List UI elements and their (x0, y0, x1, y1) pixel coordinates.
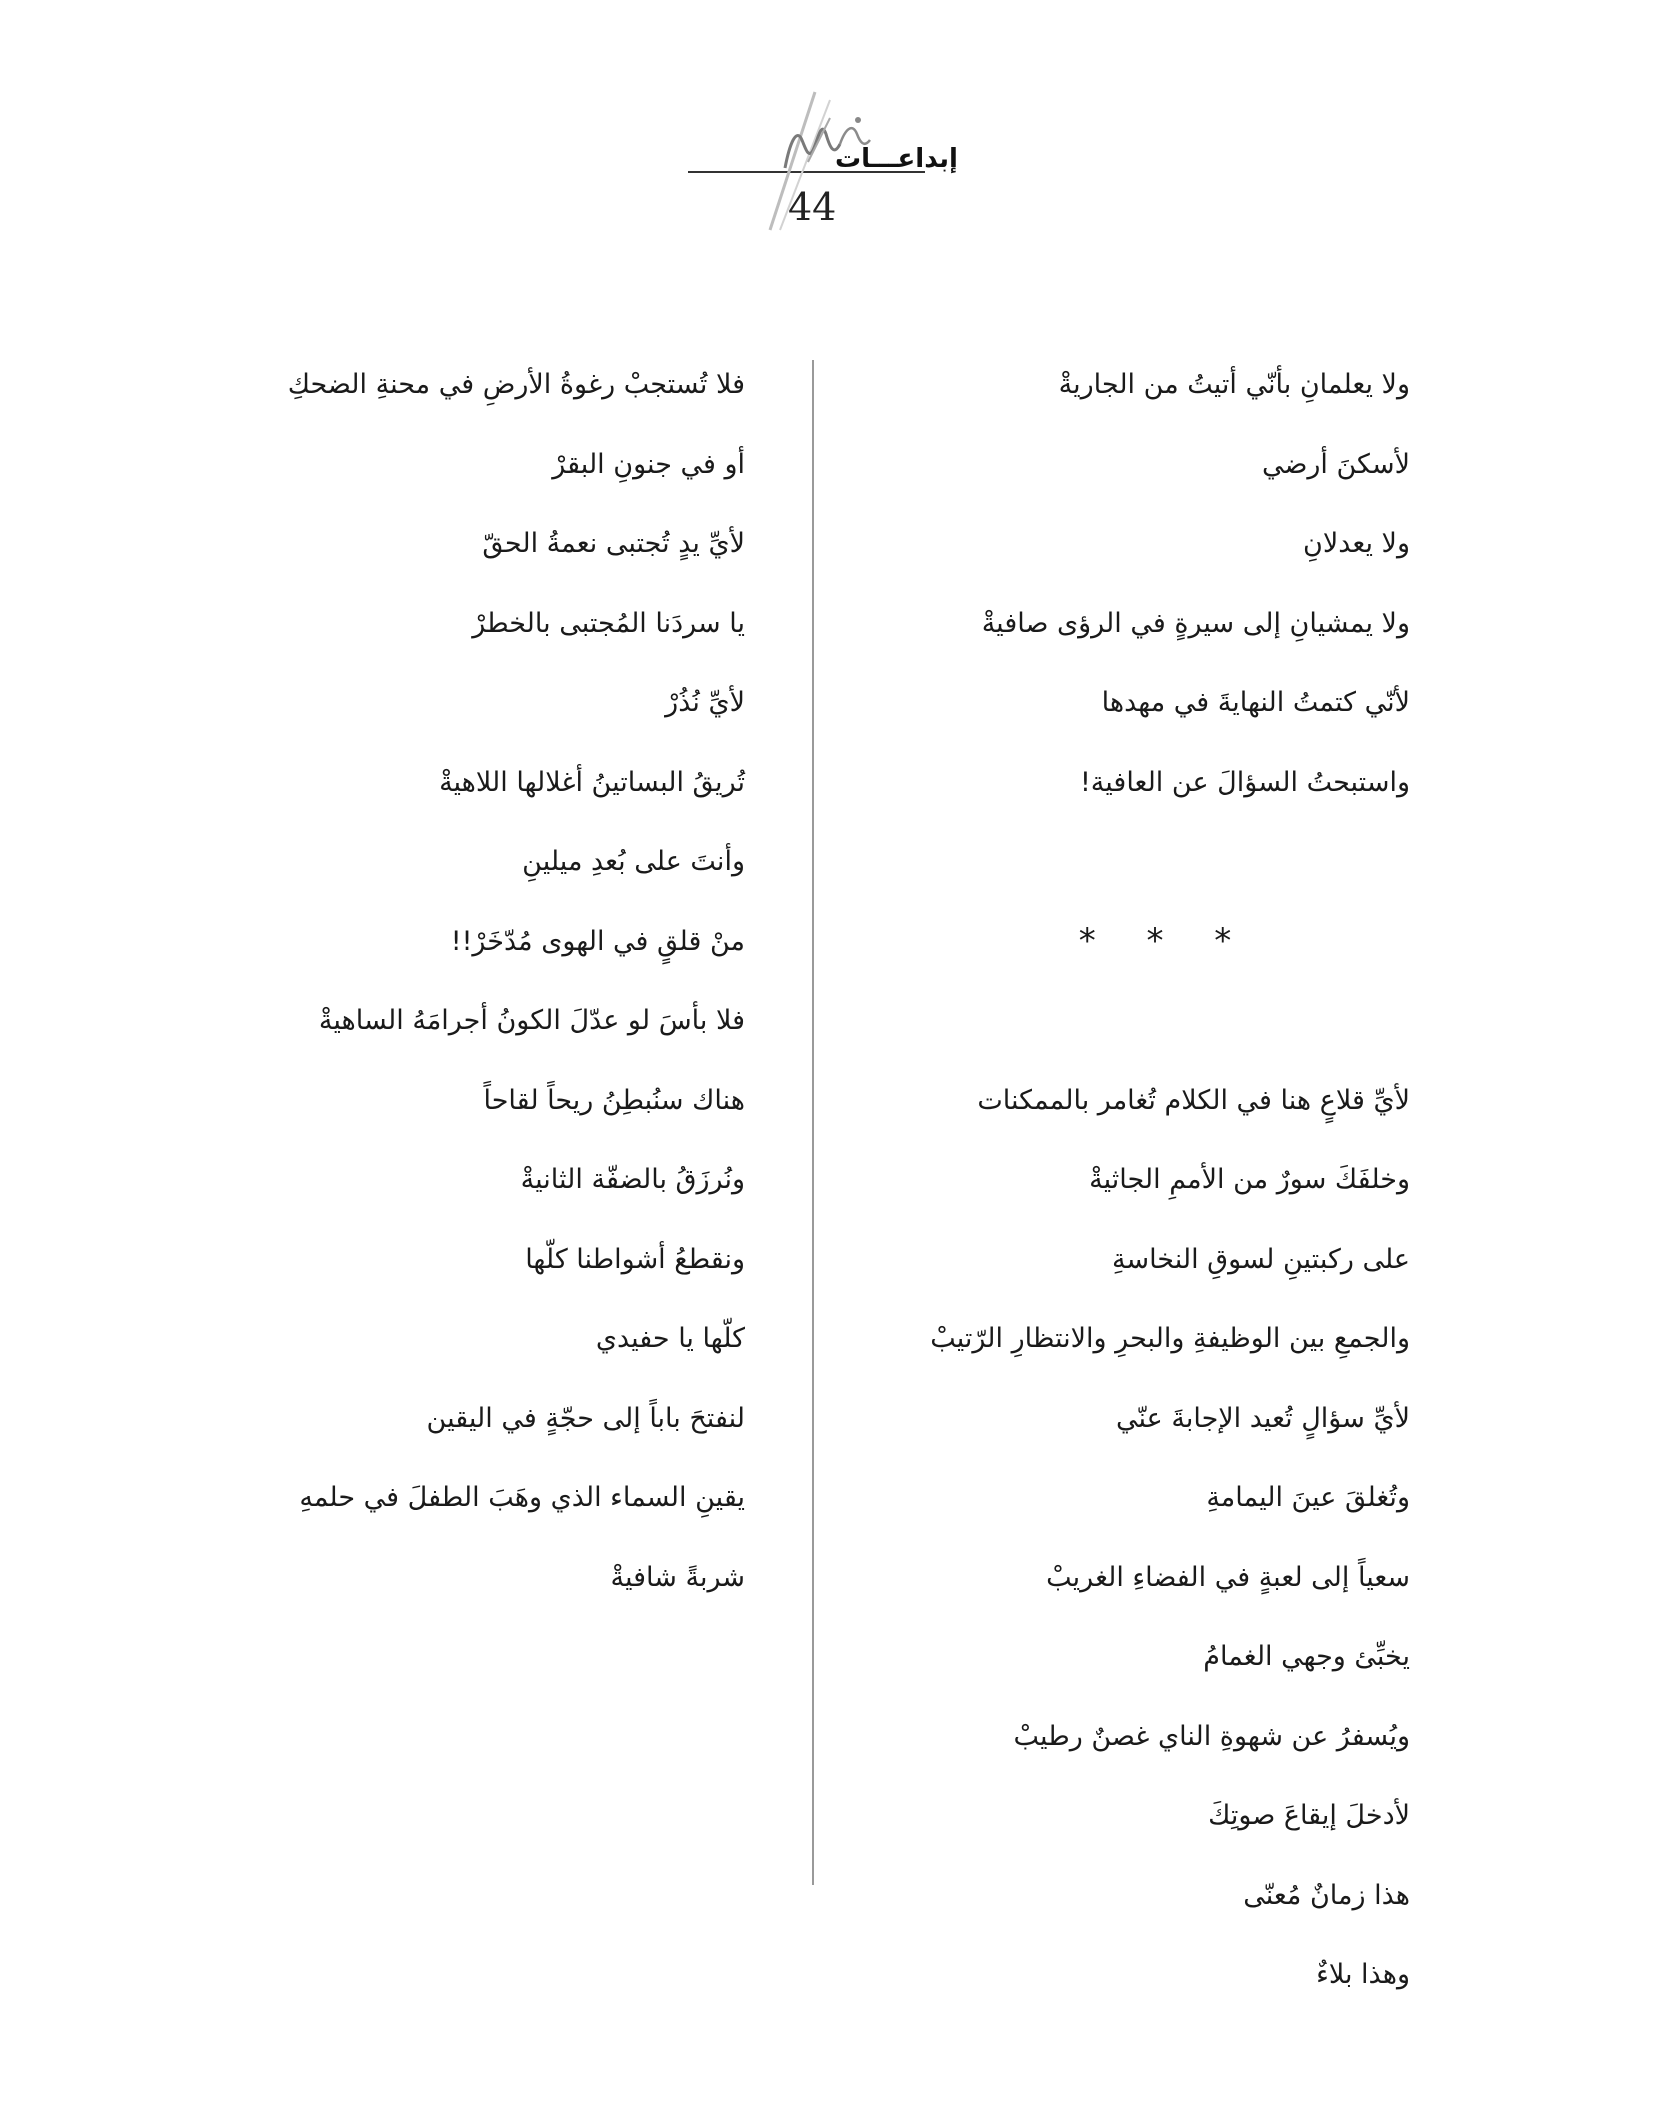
column-divider (812, 360, 814, 1885)
poem-line: لأنّي كتمتُ النهايةَ في مهدها (1101, 687, 1410, 718)
poem-line: وهذا بلاءٌ (1316, 1959, 1410, 1990)
poem-line: فلا تُستجبْ رغوةُ الأرضِ في محنةِ الضحكِ (287, 369, 745, 400)
poem-line: لأيِّ سؤالٍ تُعيد الإجابةَ عنّي (1116, 1402, 1410, 1434)
stanza-separator: * * * (1078, 920, 1252, 961)
poem-line: واستبحتُ السؤالَ عن العافية! (1079, 766, 1410, 798)
poem-line: كلّها يا حفيدي (595, 1323, 745, 1354)
poem-line: تُريقُ البساتينُ أغلالها اللاهيةْ (439, 766, 745, 798)
poem-line: يا سردَنا المُجتبى بالخطرْ (472, 607, 745, 639)
poem-line: وخلفَكَ سورٌ من الأممِ الجاثيةْ (1089, 1164, 1410, 1195)
page-number: 44 (788, 185, 837, 229)
poem-column-right (900, 345, 1410, 2015)
poem-line: لأيِّ قلاعٍ هنا في الكلام تُغامر بالممكنات (977, 1084, 1410, 1116)
poem-line: ولا يعدلانِ (1303, 528, 1410, 559)
poem-line: ويُسفرُ عن شهوةِ الناي غصنٌ رطيبْ (1013, 1720, 1410, 1752)
poem-line: هذا زمانٌ مُعنّى (1243, 1879, 1410, 1911)
poem-line: ونُرزَقُ بالضفّة الثانيةْ (520, 1164, 745, 1195)
stanza-gap (900, 822, 1410, 902)
poem-line: فلا بأسَ لو عدّلَ الكونُ أجرامَهُ الساهيةْ (318, 1005, 745, 1036)
poem-line: ولا يعلمانِ بأنّي أتيتُ من الجاريةْ (1058, 369, 1410, 400)
poem-line: ونقطعُ أشواطنا كلّها (525, 1243, 745, 1275)
poem-line: هناك سنُبطِنُ ريحاً لقاحاً (483, 1084, 745, 1116)
poem-line: يخبِّئ وجهي الغمامُ (1203, 1641, 1410, 1672)
poem-line: لنفتحَ باباً إلى حجّةٍ في اليقين (426, 1402, 745, 1434)
poem-line: لأدخلَ إيقاعَ صوتِكَ (1208, 1800, 1410, 1831)
poem-line: لأيِّ نُذُرْ (665, 687, 745, 718)
poem-line: سعياً إلى لعبةٍ في الفضاءِ الغريبْ (1046, 1561, 1410, 1593)
poem-line: منْ قلقٍ في الهوى مُدّخَرْ!! (450, 925, 745, 957)
poem-line: والجمعِ بين الوظيفةِ والبحرِ والانتظارِ الرّتيبْ (930, 1323, 1410, 1354)
poem-line: لأيِّ يدٍ تُجتبى نعمةُ الحقّ (482, 528, 745, 559)
poem-line: لأسكنَ أرضي (1261, 448, 1410, 480)
poem-column-left (230, 345, 745, 1617)
poem-line: ولا يمشيانِ إلى سيرةٍ في الرؤى صافيةْ (981, 607, 1410, 639)
poem-line: وأنتَ على بُعدِ ميلينِ (522, 846, 745, 877)
section-label: إبداعـــات (835, 144, 958, 174)
poem-line: أو في جنونِ البقرْ (552, 448, 745, 480)
stanza-gap (900, 981, 1410, 1061)
poem-line: يقينِ السماء الذي وهَبَ الطفلَ في حلمهِ (299, 1482, 745, 1513)
poem-line: وتُغلقَ عينَ اليمامةِ (1206, 1482, 1410, 1513)
poem-line: على ركبتينِ لسوقِ النخاسةِ (1111, 1243, 1410, 1275)
poem-line: شربةً شافيةْ (610, 1561, 745, 1593)
